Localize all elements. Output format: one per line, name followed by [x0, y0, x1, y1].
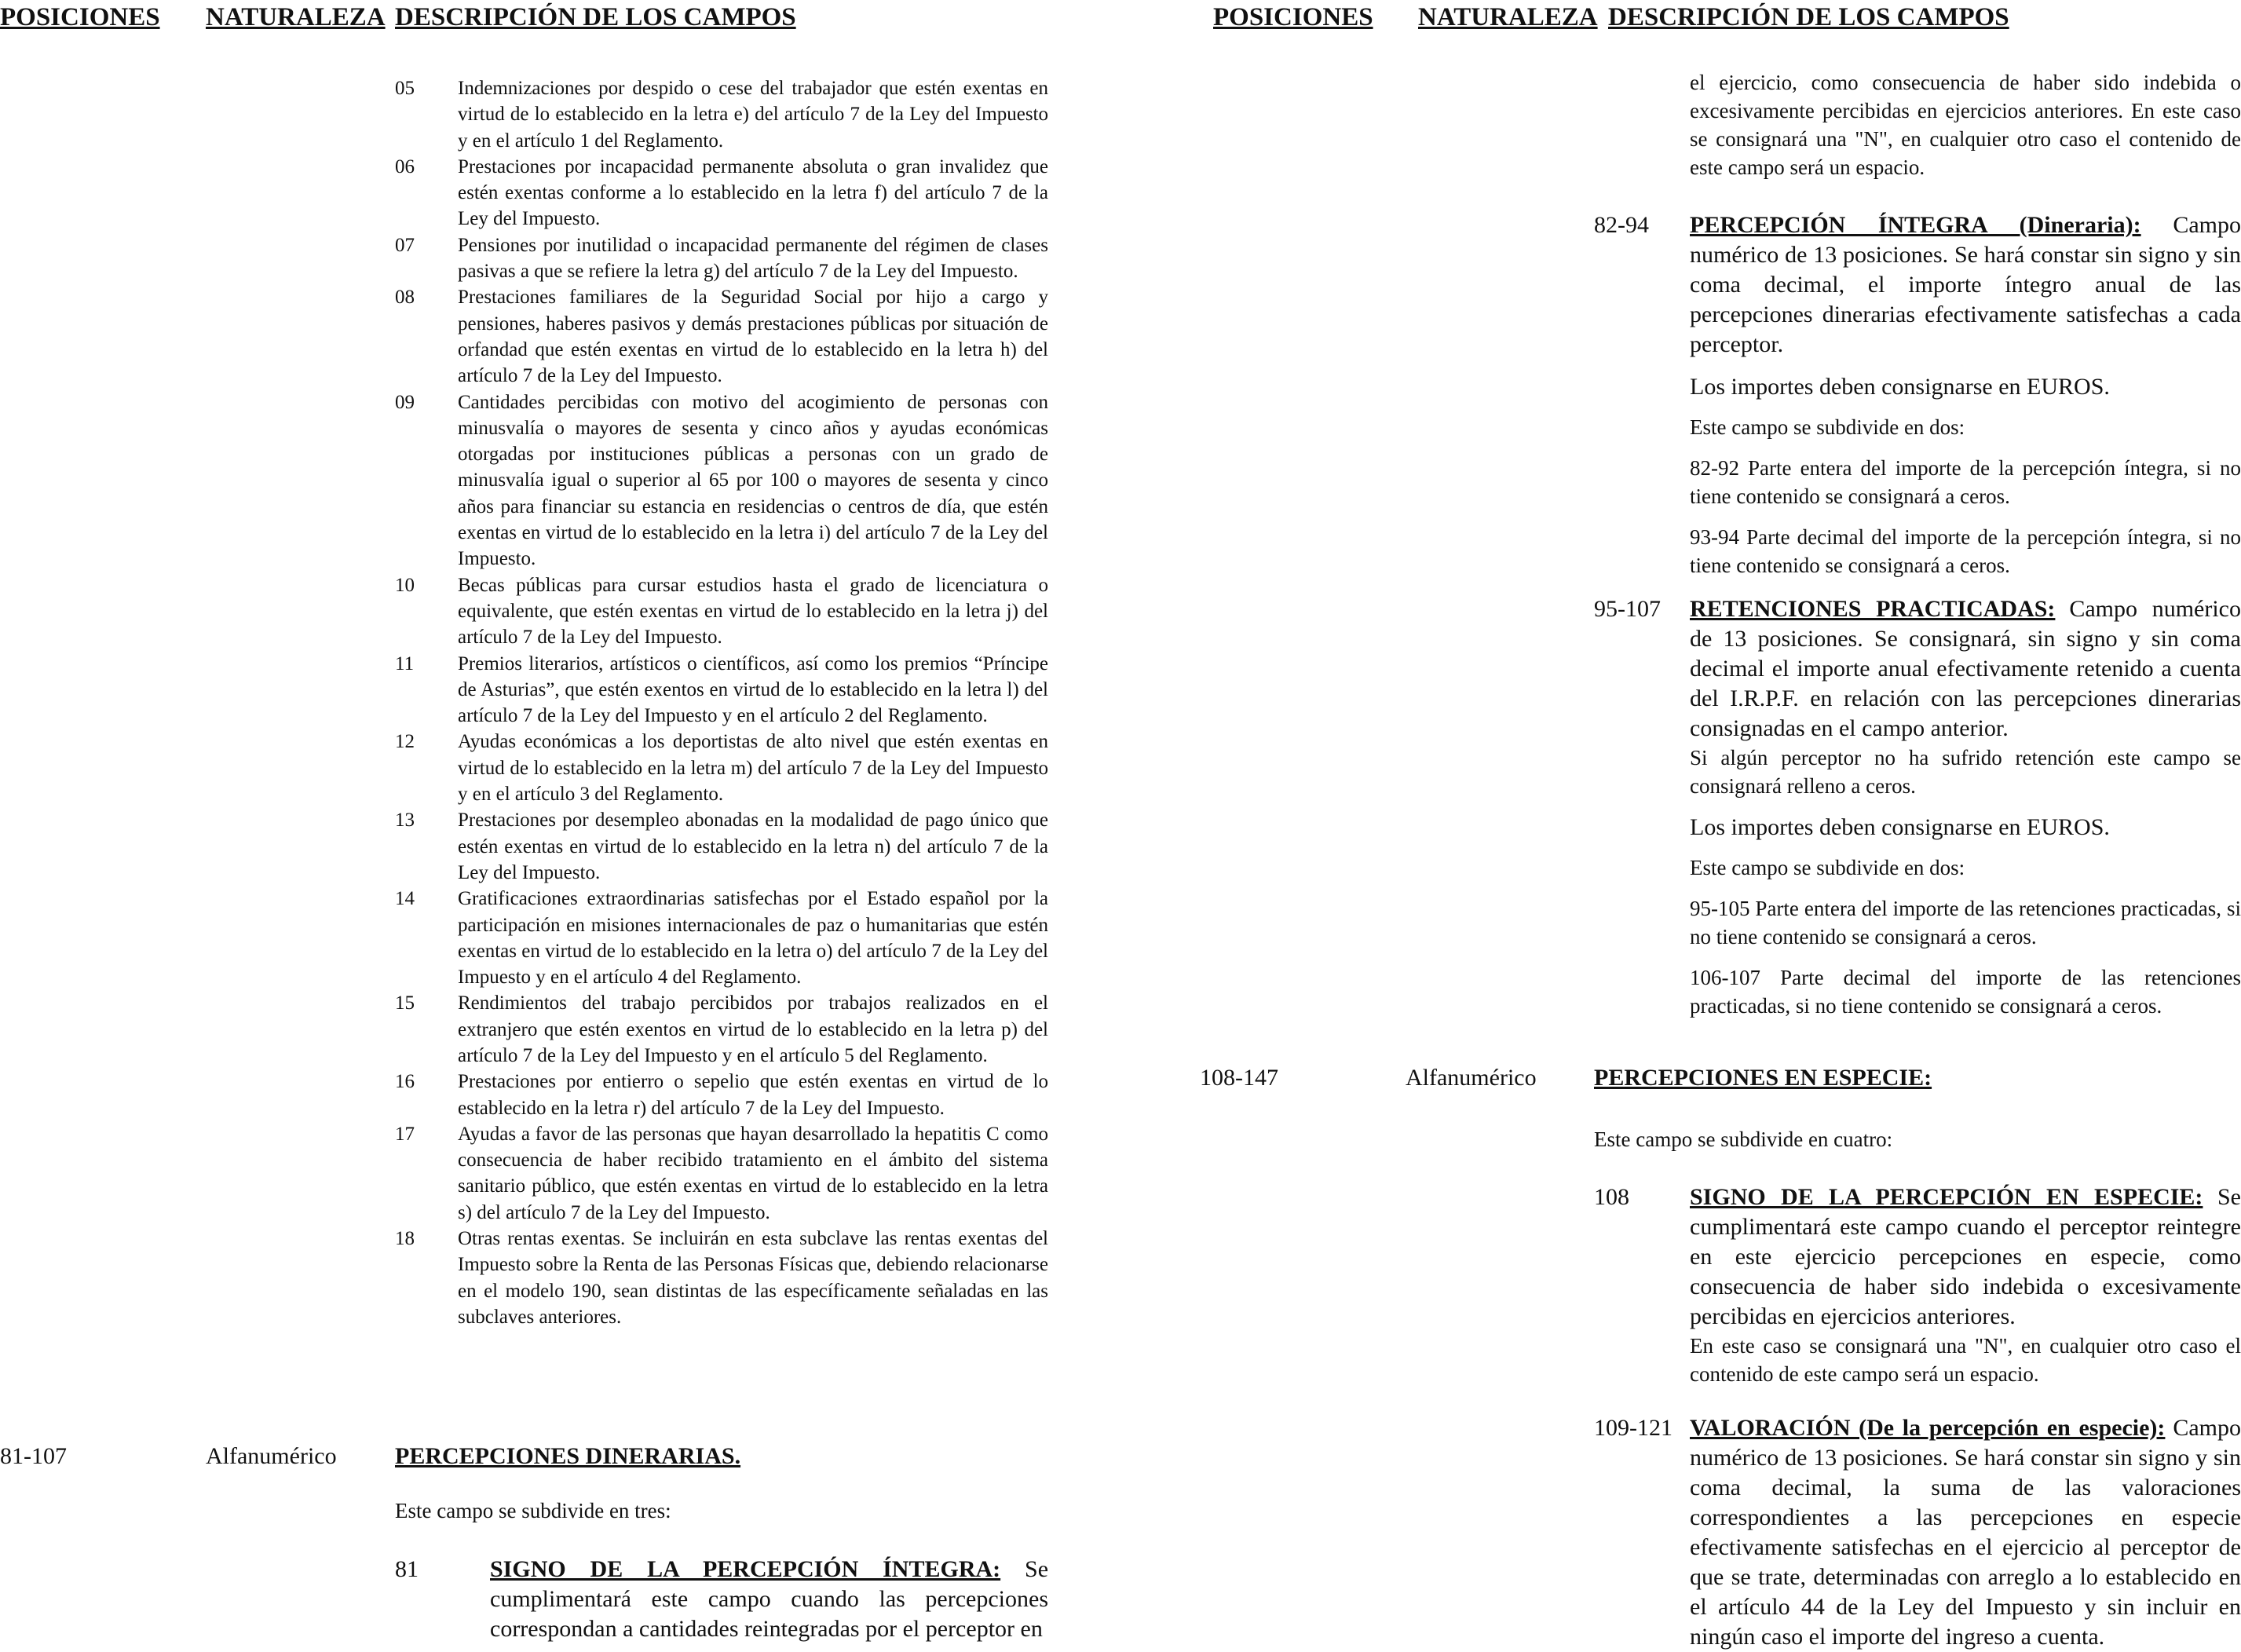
field-nature-108-147: Alfanumérico — [1406, 1065, 1537, 1091]
header-nature-right: NATURALEZA — [1418, 3, 1598, 31]
subfield-109-121-text: Campo numérico de 13 posiciones. Se hará constar sin signo y sin coma decimal, la suma de las valoraciones correspondientes a las percepciones en especie efectivamente satisfechas en el ejercicio al perceptor de que se trate, determinadas con arreglo a lo establecido en el artículo 44 de la Ley del Impuesto y sin incluir en ningún caso el importe del ingreso a cuenta. — [1690, 1415, 2241, 1650]
subfield-109-121-block — [1690, 1413, 2241, 1652]
code-number: 10 — [395, 574, 415, 596]
field-95-107-text-2: Si algún perceptor no ha sufrido retención este campo se consignará relleno a ceros. — [1690, 746, 2241, 798]
code-number: 16 — [395, 1071, 415, 1093]
code-number: 13 — [395, 810, 415, 831]
field-title-percepciones-en-especie: PERCEPCIONES EN ESPECIE: — [1594, 1065, 1932, 1091]
subfield-position-81: 81 — [395, 1556, 419, 1582]
code-description: Gratificaciones extraordinarias satisfechas por el Estado español por la participación en misiones internacionales de paz o humanitarias que estén exentas en virtud de lo establecido en la letra o) del artículo 7 de la Ley del Impuesto y en el artículo 4 del Reglamento. — [458, 888, 1048, 989]
subdivide-note-two: Este campo se subdivide en dos: — [1690, 415, 1965, 439]
list-item — [395, 1069, 1048, 1121]
code-description: Ayudas económicas a los deportistas de alto nivel que estén exentas en virtud de lo establecido en la letra m) del artículo 7 de la Ley del Impuesto y en el artículo 3 del Reglamento. — [458, 731, 1048, 806]
code-description: Prestaciones por incapacidad permanente absoluta o gran invalidez que estén exentas conforme a lo establecido en la letra f) del artículo 7 de la Ley del Impuesto. — [458, 155, 1048, 230]
subpart-95-105: 95-105 Parte entera del importe de las retenciones practicadas, si no tiene contenido se consignará a ceros. — [1690, 897, 2241, 948]
list-item — [395, 1226, 1048, 1330]
list-item — [395, 807, 1048, 886]
code-number: 11 — [395, 652, 415, 674]
continuation-text: el ejercicio, como consecuencia de haber sido indebida o excesivamente percibidas en ejercicios anteriores. En este caso se consignará una "N", en cualquier otro caso el contenido de este campo será un espacio. — [1690, 71, 2241, 179]
code-description: Otras rentas exentas. Se incluirán en esta subclave las rentas exentas del Impuesto sobre la Renta de las Personas Físicas que, debiendo relacionarse en el modelo 190, sean distintas de las específicamente señaladas en las subclaves anteriores. — [458, 1228, 1048, 1328]
list-item — [395, 572, 1048, 651]
code-description: Prestaciones por entierro o sepelio que estén exentas en virtud de lo establecido en la letra r) del artículo 7 de la Ley del Impuesto. — [458, 1071, 1048, 1119]
code-description: Becas públicas para cursar estudios hasta el grado de licenciatura o equivalente, que estén exentas en virtud de lo establecido en la letra j) del artículo 7 de la Ley del Impuesto. — [458, 574, 1048, 649]
subdivide-note-two: Este campo se subdivide en dos: — [1690, 856, 1965, 879]
list-item — [395, 990, 1048, 1069]
code-number: 18 — [395, 1228, 415, 1250]
code-description: Prestaciones por desempleo abonadas en la modalidad de pago único que estén exentas en virtud de lo establecido en la letra n) del artículo 7 de la Ley del Impuesto. — [458, 810, 1048, 883]
field-95-107-block — [1690, 594, 2241, 1020]
field-position-82-94: 82-94 — [1594, 212, 1649, 238]
code-description: Pensiones por inutilidad o incapacidad permanente del régimen de clases pasivas a que se refiere la letra g) del artículo 7 de la Ley del Impuesto. — [458, 234, 1048, 283]
list-item — [395, 886, 1048, 990]
subfield-position-108: 108 — [1594, 1184, 1629, 1210]
code-number: 06 — [395, 155, 415, 177]
subfield-title-valoracion: VALORACIÓN (De la percepción en especie): — [1690, 1415, 2166, 1441]
subfield-title-signo-percepcion-especie: SIGNO DE LA PERCEPCIÓN EN ESPECIE: — [1690, 1184, 2203, 1210]
subdivide-note-four: Este campo se subdivide en cuatro: — [1594, 1128, 1893, 1151]
subfield-108-text: Se cumplimentará este campo cuando el perceptor reintegre en este ejercicio percepciones en especie, como consecuencia de haber sido indebida o excesivamente percibidas en ejercicios anteriores. — [1690, 1184, 2241, 1329]
field-title-percepcion-integra: PERCEPCIÓN ÍNTEGRA (Dineraria): — [1690, 212, 2141, 238]
code-number: 14 — [395, 888, 415, 910]
subpart-106-107: 106-107 Parte decimal del importe de las retenciones practicadas, si no tiene contenido se consignará a ceros. — [1690, 966, 2241, 1018]
list-item — [395, 389, 1048, 572]
header-description-right: DESCRIPCIÓN DE LOS CAMPOS — [1608, 3, 2009, 31]
code-description: Cantidades percibidas con motivo del acogimiento de personas con minusvalía o mayores de sesenta y cinco años y ayudas económicas otorgadas por instituciones públicas a personas con un grado de minusvalía igual o superior al 65 por 100 o mayores de sesenta y cinco años para financiar su estancia en residencias o centros de día, que estén exentas en virtud de lo establecido en la letra i) del artículo 7 de la Ley del Impuesto. — [458, 391, 1048, 570]
euros-note: Los importes deben consignarse en EUROS. — [1690, 814, 2110, 840]
code-description: Indemnizaciones por despido o cese del trabajador que estén exentas en virtud de lo establecido en la letra e) del artículo 7 de la Ley del Impuesto y en el artículo 1 del Reglamento. — [458, 78, 1048, 152]
list-item — [395, 154, 1048, 232]
field-82-94-text: Campo numérico de 13 posiciones. Se hará constar sin signo y sin coma decimal, el importe íntegro anual de las percepciones dinerarias efectivamente satisfechas a cada perceptor. — [1690, 212, 2241, 357]
field-82-94-block — [1690, 210, 2241, 579]
code-description: Prestaciones familiares de la Seguridad Social por hijo a cargo y pensiones, haberes pasivos y demás prestaciones públicas por situación de orfandad que estén exentas en virtud de lo establecido en la letra h) del artículo 7 de la Ley del Impuesto. — [458, 287, 1048, 387]
header-positions-left: POSICIONES — [0, 3, 160, 31]
list-item — [395, 1121, 1048, 1226]
list-item — [395, 232, 1048, 285]
list-item — [395, 284, 1048, 389]
field-title-percepciones-dinerarias: PERCEPCIONES DINERARIAS. — [395, 1443, 741, 1469]
euros-note: Los importes deben consignarse en EUROS. — [1690, 374, 2110, 400]
subpart-93-94: 93-94 Parte decimal del importe de la percepción íntegra, si no tiene contenido se consignará a ceros. — [1690, 525, 2241, 577]
header-nature-left: NATURALEZA — [206, 3, 386, 31]
list-item — [395, 75, 1048, 154]
code-number: 09 — [395, 391, 415, 413]
field-position-95-107: 95-107 — [1594, 596, 1661, 622]
subdivide-note-three: Este campo se subdivide en tres: — [395, 1499, 671, 1522]
field-position-81-107: 81-107 — [0, 1443, 67, 1469]
code-number: 12 — [395, 731, 415, 753]
code-number: 07 — [395, 234, 415, 256]
subfield-position-109-121: 109-121 — [1594, 1415, 1673, 1441]
code-number: 17 — [395, 1123, 415, 1145]
field-95-107-text: Campo numérico de 13 posiciones. Se consignará, sin signo y sin coma decimal el importe anual efectivamente retenido a cuenta del I.R.P.F. en relación con las percepciones dinerarias consignadas en el campo anterior. — [1690, 596, 2241, 741]
subfield-81-block — [490, 1555, 1048, 1644]
code-description: Rendimientos del trabajo percibidos por trabajos realizados en el extranjero que estén exentos en virtud de lo establecido en la letra p) del artículo 7 de la Ley del Impuesto y en el artículo 5 del Reglamento. — [458, 992, 1048, 1066]
code-description: Premios literarios, artísticos o científicos, así como los premios “Príncipe de Asturias”, que estén exentos en virtud de lo establecido en la letra l) del artículo 7 de la Ley del Impuesto y en el artículo 2 del Reglamento. — [458, 652, 1048, 727]
field-position-108-147: 108-147 — [1200, 1065, 1278, 1091]
subfield-108-block — [1690, 1182, 2241, 1388]
subpart-82-92: 82-92 Parte entera del importe de la percepción íntegra, si no tiene contenido se consignará a ceros. — [1690, 456, 2241, 508]
header-positions-right: POSICIONES — [1213, 3, 1373, 31]
code-number: 08 — [395, 287, 415, 309]
code-number: 05 — [395, 78, 415, 99]
header-description-left: DESCRIPCIÓN DE LOS CAMPOS — [395, 3, 796, 31]
list-item — [395, 651, 1048, 729]
field-nature-81-107: Alfanumérico — [206, 1443, 337, 1469]
field-title-retenciones-practicadas: RETENCIONES PRACTICADAS: — [1690, 596, 2056, 622]
code-number: 15 — [395, 992, 415, 1014]
list-item — [395, 729, 1048, 807]
code-description: Ayudas a favor de las personas que hayan desarrollado la hepatitis C como consecuencia de haber recibido tratamiento en el ámbito del sistema sanitario público, que estén exentas en virtud de lo establecido en la letra s) del artículo 7 de la Ley del Impuesto. — [458, 1123, 1048, 1223]
exempt-codes-list — [395, 75, 1048, 1330]
subfield-title-signo-percepcion-integra: SIGNO DE LA PERCEPCIÓN ÍNTEGRA: — [490, 1556, 1001, 1582]
subfield-108-text-2: En este caso se consignará una "N", en cualquier otro caso el contenido de este campo será un espacio. — [1690, 1334, 2241, 1386]
subfield-81-text: Se cumplimentará este campo cuando las percepciones correspondan a cantidades reintegradas por el perceptor en — [490, 1556, 1049, 1642]
